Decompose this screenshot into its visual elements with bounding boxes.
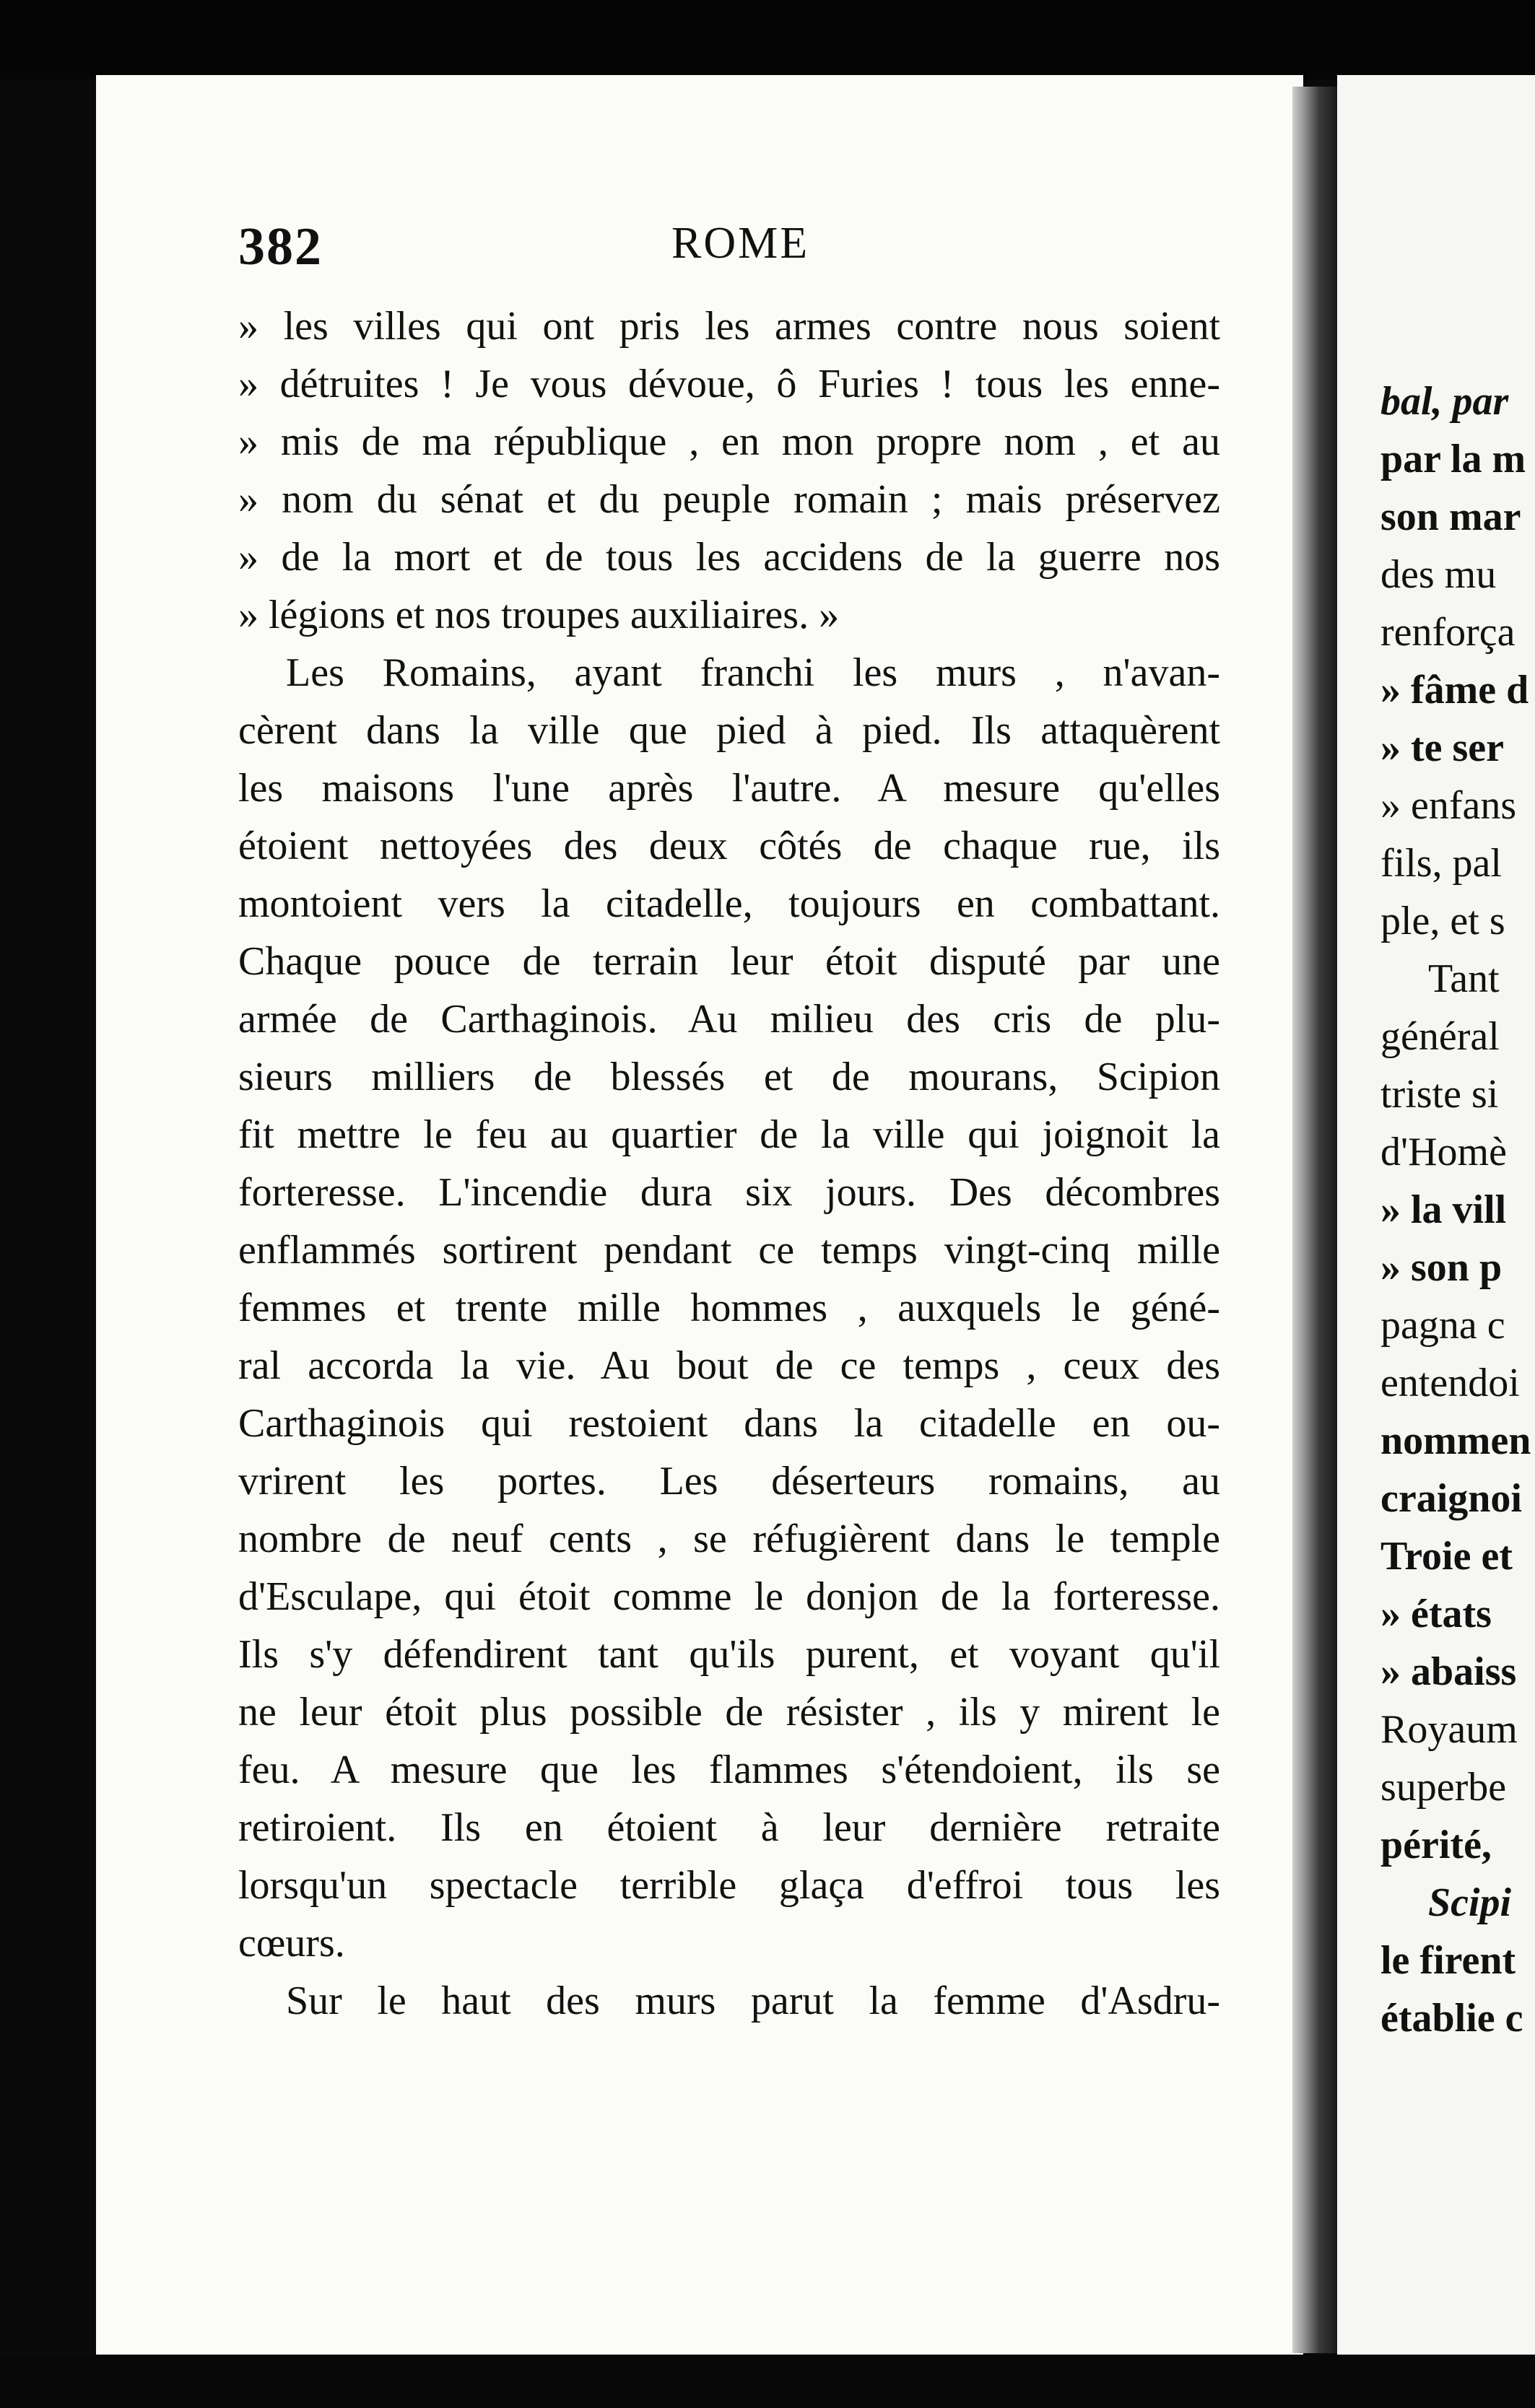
right-line: » fâme d — [1380, 668, 1529, 712]
text-line: » les villes qui ont pris les armes contre nous soient — [238, 304, 1220, 349]
left-page-text — [238, 297, 1220, 2030]
right-line: d'Homè — [1380, 1130, 1507, 1174]
book-gutter-shadow — [1292, 87, 1337, 2353]
right-line: » états — [1380, 1592, 1492, 1636]
text-line: lorsqu'un spectacle terrible glaça d'effroi tous les — [238, 1863, 1220, 1908]
right-line: périté, — [1380, 1823, 1492, 1867]
text-line: montoient vers la citadelle, toujours en combattant. — [238, 881, 1220, 926]
right-line: Scipi — [1428, 1880, 1512, 1925]
right-line: » abaiss — [1380, 1649, 1517, 1694]
text-line: Ils s'y défendirent tant qu'ils purent, et voyant qu'il — [238, 1632, 1220, 1677]
text-line: » mis de ma république , en mon propre nom , et au — [238, 419, 1220, 464]
text-line: ral accorda la vie. Au bout de ce temps , ceux des — [238, 1343, 1220, 1388]
text-line: femmes et trente mille hommes , auxquels le géné- — [238, 1286, 1220, 1330]
right-line: renforça — [1380, 610, 1516, 655]
text-line: étoient nettoyées des deux côtés de chaque rue, ils — [238, 824, 1220, 868]
right-line: pagna c — [1380, 1303, 1505, 1348]
right-line: général — [1380, 1014, 1500, 1059]
text-line: Sur le haut des murs parut la femme d'Asdru- — [286, 1979, 1220, 2023]
scan-top-border — [0, 0, 1535, 79]
right-line: » la vill — [1380, 1187, 1507, 1232]
right-line: établie c — [1380, 1996, 1523, 2041]
text-line: » détruites ! Je vous dévoue, ô Furies ! tous les enne- — [238, 362, 1220, 406]
text-line: ne leur étoit plus possible de résister , ils y mirent le — [238, 1690, 1220, 1735]
right-line: par la m — [1380, 437, 1526, 481]
right-page — [1337, 75, 1535, 2356]
text-line: forteresse. L'incendie dura six jours. Des décombres — [238, 1170, 1220, 1215]
text-line: armée de Carthaginois. Au milieu des cris de plu- — [238, 997, 1220, 1042]
right-line: » te ser — [1380, 725, 1505, 770]
text-line: feu. A mesure que les flammes s'étendoient, ils se — [238, 1748, 1220, 1792]
text-line: » de la mort et de tous les accidens de la guerre nos — [238, 535, 1220, 580]
page-number: 382 — [238, 217, 323, 276]
text-line: d'Esculape, qui étoit comme le donjon de la forteresse. — [238, 1574, 1220, 1619]
text-line: Carthaginois qui restoient dans la citadelle en ou- — [238, 1401, 1220, 1446]
text-line: cœurs. — [238, 1921, 345, 1966]
right-line: craignoi — [1380, 1476, 1522, 1521]
text-line: » nom du sénat et du peuple romain ; mais préservez — [238, 477, 1220, 522]
text-line: les maisons l'une après l'autre. A mesure qu'elles — [238, 766, 1220, 811]
right-line: » son p — [1380, 1245, 1503, 1290]
text-line: nombre de neuf cents , se réfugièrent dans le temple — [238, 1517, 1220, 1561]
text-line: Chaque pouce de terrain leur étoit disputé par une — [238, 939, 1220, 984]
text-line: fit mettre le feu au quartier de la ville qui joignoit la — [238, 1112, 1220, 1157]
right-line: bal, par — [1380, 379, 1509, 424]
right-line: Troie et — [1380, 1534, 1513, 1579]
text-line: retiroient. Ils en étoient à leur dernière retraite — [238, 1805, 1220, 1850]
right-line: nommen — [1380, 1418, 1531, 1463]
text-line: » légions et nos troupes auxiliaires. » — [238, 593, 840, 637]
right-line: » enfans — [1380, 783, 1517, 828]
text-line: vrirent les portes. Les déserteurs romains, au — [238, 1459, 1220, 1504]
right-page-text — [1380, 372, 1535, 2047]
right-line: triste si — [1380, 1072, 1499, 1117]
scan-bottom-border — [0, 2355, 1535, 2408]
right-line: ple, et s — [1380, 899, 1505, 943]
right-line: entendoi — [1380, 1361, 1520, 1405]
right-line: Royaum — [1380, 1707, 1518, 1752]
text-line: sieurs milliers de blessés et de mourans, Scipion — [238, 1055, 1220, 1099]
text-line: enflammés sortirent pendant ce temps vingt-cinq mille — [238, 1228, 1220, 1273]
right-line: Tant — [1428, 956, 1500, 1001]
right-line: le firent — [1380, 1938, 1516, 1983]
text-line: Les Romains, ayant franchi les murs , n'avan- — [286, 650, 1220, 695]
right-line: son mar — [1380, 494, 1521, 539]
right-line: fils, pal — [1380, 841, 1502, 886]
right-line: superbe — [1380, 1765, 1507, 1810]
text-line: cèrent dans la ville que pied à pied. Ils attaquèrent — [238, 708, 1220, 753]
right-line: des mu — [1380, 552, 1497, 597]
running-head: ROME — [671, 219, 810, 268]
